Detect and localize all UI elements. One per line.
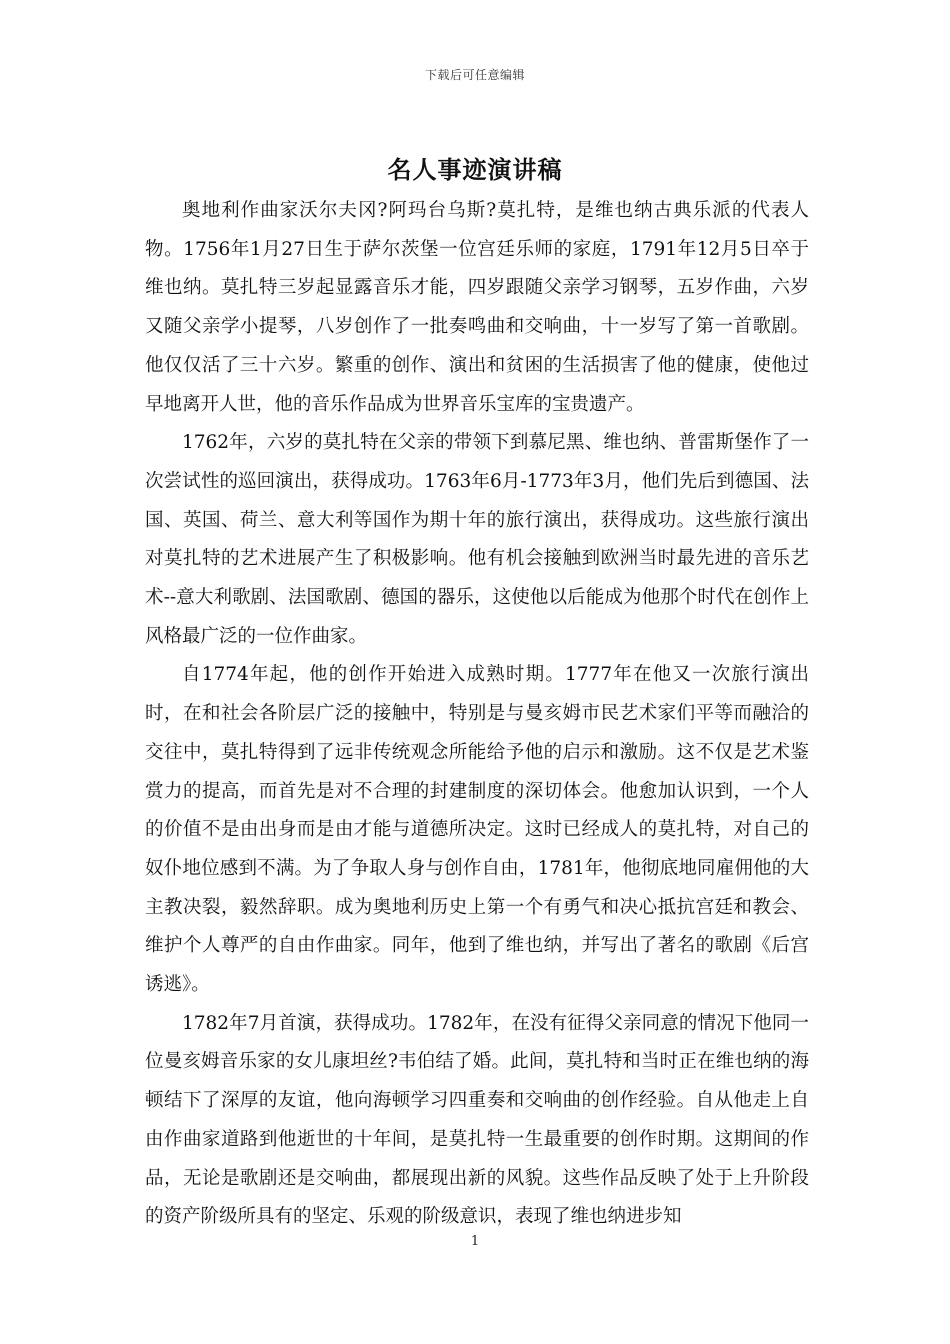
- paragraph-4: 1782年7月首演，获得成功。1782年，在没有征得父亲同意的情况下他同一位曼亥姆音乐家的女儿康坦丝?韦伯结了婚。此间，莫扎特和当时正在维也纳的海顿结下了深厚的友谊，他向海顿学习四重奏和交响曲的创作经验。自从他走上自由作曲家道路到他逝世的十年间，是莫扎特一生最重要的创作时期。这期间的作品，无论是歌剧还是交响曲，都展现出新的风貌。这些作品反映了处于上升阶段的资产阶级所具有的坚定、乐观的阶级意识，表现了维也纳进步知: [145, 1012, 809, 1228]
- paragraph-2: 1762年，六岁的莫扎特在父亲的带领下到慕尼黑、维也纳、普雷斯堡作了一次尝试性的巡回演出，获得成功。1763年6月-1773年3月，他们先后到德国、法国、英国、荷兰、意大利等国作为期十年的旅行演出，获得成功。这些旅行演出对莫扎特的艺术进展产生了积极影响。他有机会接触到欧洲当时最先进的音乐艺术--意大利歌剧、法国歌剧、德国的器乐，这使他以后能成为他那个时代在创作上风格最广泛的一位作曲家。: [145, 432, 809, 647]
- paragraph-1: 奥地利作曲家沃尔夫冈?阿玛台乌斯?莫扎特，是维也纳古典乐派的代表人物。1756年1月27日生于萨尔茨堡一位宫廷乐师的家庭，1791年12月5日卒于维也纳。莫扎特三岁起显露音乐才能，四岁跟随父亲学习钢琴，五岁作曲，六岁又随父亲学小提琴，八岁创作了一批奏鸣曲和交响曲，十一岁写了第一首歌剧。他仅仅活了三十六岁。繁重的创作、演出和贫困的生活损害了他的健康，使他过早地离开人世，他的音乐作品成为世界音乐宝库的宝贵遗产。: [145, 200, 809, 415]
- paragraph-3: 自1774年起，他的创作开始进入成熟时期。1777年在他又一次旅行演出时，在和社会各阶层广泛的接触中，特别是与曼亥姆市民艺术家们平等而融洽的交往中，莫扎特得到了远非传统观念所能给予他的启示和激励。这不仅是艺术鉴赏力的提高，而首先是对不合理的封建制度的深切体会。他愈加认识到，一个人的价值不是由出身而是由才能与道德所决定。这时已经成人的莫扎特，对自己的奴仆地位感到不满。为了争取人身与创作自由，1781年，他彻底地同雇佣他的大主教决裂，毅然辞职。成为奥地利历史上第一个有勇气和决心抵抗宫廷和教会、维护个人尊严的自由作曲家。同年，他到了维也纳，并写出了著名的歌剧《后宫诱逃》。: [145, 664, 809, 996]
- page-number: 1: [470, 1234, 480, 1249]
- body-text: [145, 192, 809, 1237]
- header-note: 下载后可任意编辑: [424, 68, 525, 82]
- document-title: 名人事迹演讲稿: [387, 156, 563, 184]
